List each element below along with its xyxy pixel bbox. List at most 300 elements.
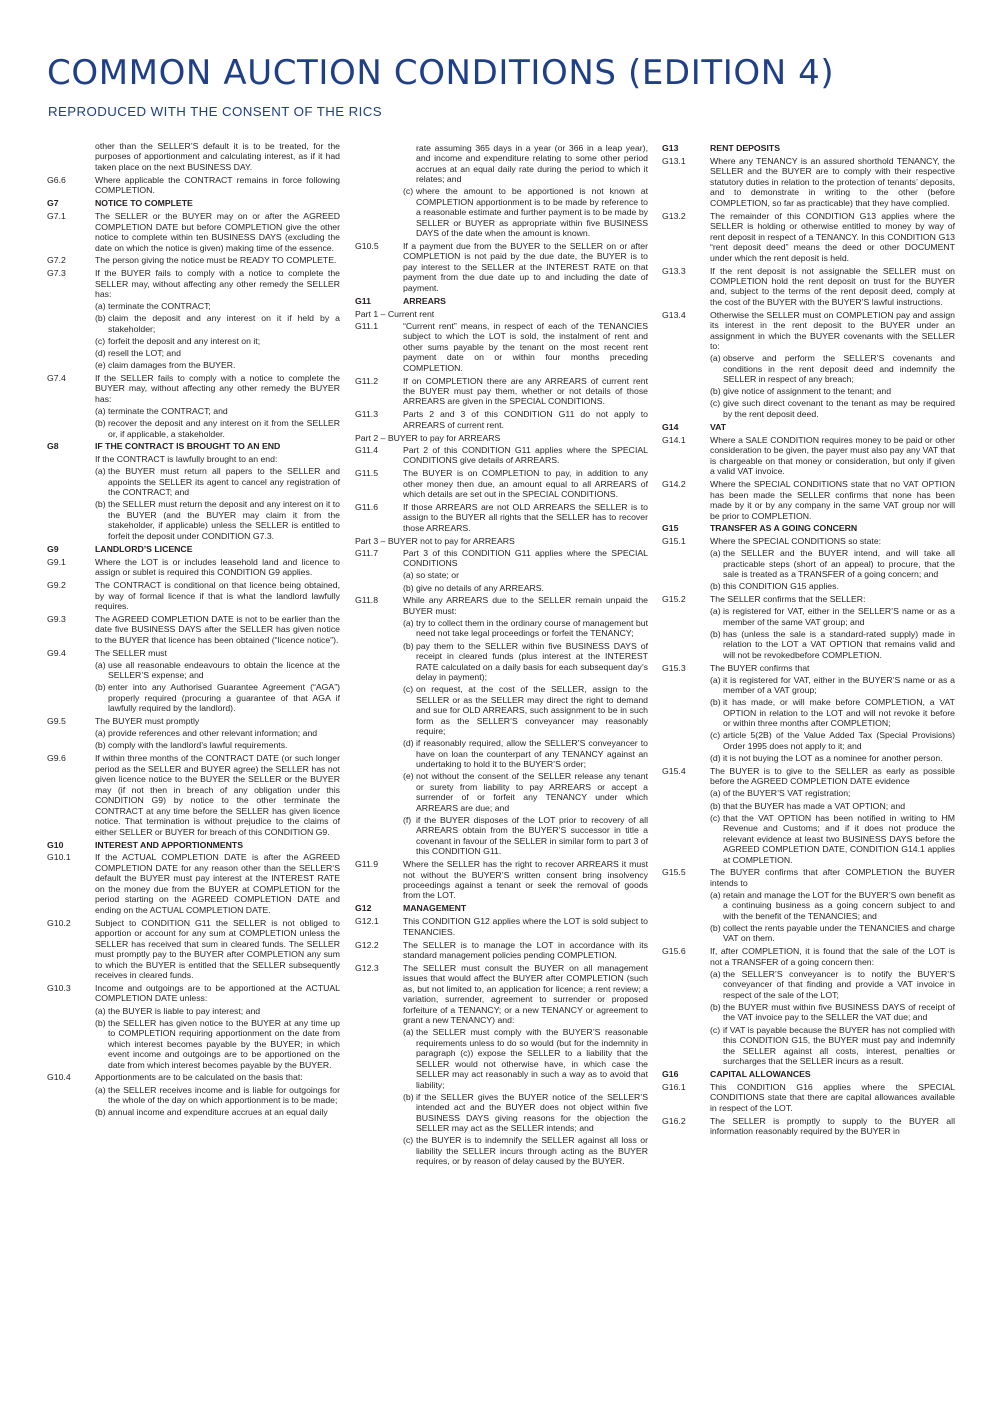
clause bbox=[662, 536, 955, 592]
clause bbox=[47, 211, 340, 253]
sub-clause bbox=[403, 618, 648, 639]
clause-body bbox=[95, 580, 340, 611]
clause-body bbox=[403, 916, 648, 937]
sub-clause bbox=[95, 406, 340, 416]
sub-clause-text: if reasonably required, allow the SELLER’S conveyancer to have on loan the counterpart of any TENANCY against an undertaking to hold it to the BUYER’S order; bbox=[416, 738, 648, 770]
clause-body bbox=[403, 296, 648, 306]
clause-body bbox=[95, 175, 340, 196]
clause bbox=[47, 580, 340, 611]
clause-text: Where applicable the CONTRACT remains in force following COMPLETION. bbox=[95, 174, 340, 196]
clause bbox=[355, 141, 648, 239]
sub-clause-letter: (c) bbox=[403, 1135, 414, 1146]
sub-clause-text: has (unless the sale is a standard-rated supply) made in relation to the LOT a VAT OPTION that remains valid and will not be revokedbefore COMPLETION. bbox=[723, 628, 955, 660]
sub-clause bbox=[403, 738, 648, 769]
clause-body bbox=[95, 852, 340, 915]
clause-body bbox=[95, 268, 340, 370]
clause-number: G15.1 bbox=[662, 536, 686, 547]
clause-number: G9.5 bbox=[47, 716, 66, 727]
sub-clause bbox=[710, 386, 955, 396]
clause-number: G12.1 bbox=[355, 916, 379, 927]
sub-clause-text: that the BUYER has made a VAT OPTION; and bbox=[723, 800, 906, 811]
sub-clause-text: the SELLER must return the deposit and any interest on it to the BUYER (and the BUYER may claim it from the stakeholder, if applicable) unless the SELLER is entitled to forfeit the deposit under CONDITION G7.3. bbox=[108, 499, 340, 541]
clause-body bbox=[710, 211, 955, 263]
sub-clause bbox=[710, 730, 955, 751]
clause-text: The SELLER must consult the BUYER on all management issues that would affect the BUYER after COMPLETION (such as, but not limited to, an application for licence; a rent review; a variation, surrender, agreement to surrender or proposed forfeiture of a TENANCY; or a new TENANCY or agreement to grant a new TENANCY) and: bbox=[403, 962, 648, 1026]
sub-clause-letter: (b) bbox=[403, 1091, 414, 1102]
clause-text: If on COMPLETION there are any ARREARS of current rent the BUYER must pay them, whether or not details of those ARREARS are given in the SPECIAL CONDITIONS. bbox=[403, 375, 648, 407]
clause-text: If the CONTRACT is lawfully brought to an end: bbox=[95, 454, 278, 465]
sub-clause-text: the SELLER and the BUYER intend, and will take all practicable steps (short of an appeal) to procure, that the sale is treated as a TRANSFER of a going concern; and bbox=[723, 548, 955, 580]
sub-clause-text: not without the consent of the SELLER release any tenant or surety from liability to pay ARREARS or accept a surrender of or forfeit any TENANCY under which ARREARS are due; and bbox=[416, 771, 648, 813]
clause bbox=[47, 614, 340, 645]
clause-number: G13 bbox=[662, 143, 679, 153]
section-heading bbox=[662, 422, 955, 432]
clause-text: “Current rent” means, in respect of each of the TENANCIES subject to which the LOT is sold, the instalment of rent and other sums payable by the tenant on the most recent rent payment date on or within four months preceding COMPLETION. bbox=[403, 320, 648, 373]
clause-number: G13.4 bbox=[662, 309, 686, 320]
clause-text: If the rent deposit is not assignable the SELLER must on COMPLETION hold the rent deposit on trust for the BUYER and, subject to the terms of the rent deposit deed, comply at the cost of the BUYER with the BUYER’S lawful instructions. bbox=[710, 265, 955, 307]
clause-body bbox=[403, 409, 648, 430]
sub-clause bbox=[710, 398, 955, 419]
clause-body bbox=[95, 1072, 340, 1117]
sub-clause-text: terminate the CONTRACT; and bbox=[108, 406, 228, 417]
sub-clause-letter bbox=[403, 143, 416, 185]
sub-clause bbox=[710, 548, 955, 579]
clause-text: If a payment due from the BUYER to the SELLER on or after COMPLETION is not paid by the due date, the BUYER is to pay interest to the SELLER at the INTEREST RATE on that payment from the due date up to and including the date of payment. bbox=[403, 240, 648, 293]
part-heading: Part 2 – BUYER to pay for ARREARS bbox=[355, 432, 501, 443]
sub-clause-text: it is not buying the LOT as a nominee for another person. bbox=[723, 752, 943, 763]
clause-number: G7.1 bbox=[47, 211, 66, 222]
clause-text: The CONTRACT is conditional on that licence being obtained, by way of formal licence if that is what the landlord lawfully requires. bbox=[95, 580, 340, 612]
clause bbox=[47, 852, 340, 915]
clause-number: G10.5 bbox=[355, 240, 379, 251]
clause-text: Where the SPECIAL CONDITIONS state that no VAT OPTION has been made the SELLER confirms that none has been made by it or by any company in the same VAT group nor will be prior to COMPLETION. bbox=[710, 479, 955, 521]
clause bbox=[47, 1072, 340, 1117]
sub-clause bbox=[403, 771, 648, 813]
clause-text: The SELLER is to manage the LOT in accordance with its standard management policies pending COMPLETION. bbox=[403, 939, 648, 961]
sub-clause-letter: (c) bbox=[403, 684, 414, 695]
sub-clause-text: the SELLER has given notice to the BUYER at any time up to COMPLETION requiring apportionment on the date from which interest becomes payable by the BUYER; in which event income and outgoings are to be apportioned on the date from which interest becomes payable by the BUYER. bbox=[108, 1017, 340, 1070]
clause bbox=[47, 373, 340, 439]
section-heading bbox=[355, 903, 648, 913]
clause-number: G9.4 bbox=[47, 647, 66, 658]
sub-clause-letter: (a) bbox=[95, 728, 106, 739]
clause bbox=[355, 321, 648, 373]
sub-clause-letter: (a) bbox=[95, 301, 106, 312]
clause-body bbox=[710, 536, 955, 592]
clause-text: If the BUYER fails to comply with a notice to complete the SELLER may, without affecting any other remedy the SELLER has: bbox=[95, 268, 340, 300]
sub-clause-text: the SELLER receives income and is liable for outgoings for the whole of the day on which apportionment is to be made; bbox=[108, 1084, 340, 1105]
sub-clause bbox=[710, 890, 955, 921]
clause-number: G10.2 bbox=[47, 917, 71, 928]
sub-clause-letter: (d) bbox=[95, 348, 106, 359]
clause-number: G12.3 bbox=[355, 962, 379, 973]
clause-body bbox=[403, 468, 648, 499]
clause-number: G11.7 bbox=[355, 547, 379, 558]
sub-clause-text: collect the rents payable under the TENANCIES and charge VAT on them. bbox=[723, 923, 955, 944]
sub-clause-letter: (b) bbox=[95, 1017, 106, 1028]
clause bbox=[662, 266, 955, 308]
clause-number: G15.6 bbox=[662, 946, 686, 957]
clause bbox=[47, 753, 340, 837]
clause-text: The SELLER is promptly to supply to the BUYER all information reasonably required by the BUYER in bbox=[710, 1115, 955, 1137]
section-title: CAPITAL ALLOWANCES bbox=[710, 1068, 811, 1079]
clause bbox=[355, 409, 648, 430]
clause-text: While any ARREARS due to the SELLER remain unpaid the BUYER must: bbox=[403, 595, 648, 616]
clause-number: G13.1 bbox=[662, 155, 686, 166]
clause-text: Otherwise the SELLER must on COMPLETION pay and assign its interest in the rent deposit to the BUYER under an assignment in which the BUYER covenants with the SELLER to: bbox=[710, 309, 955, 352]
sub-clause bbox=[710, 629, 955, 660]
sub-clause bbox=[95, 313, 340, 334]
sub-clause-text: that the VAT OPTION has been notified in writing to HM Revenue and Customs; and if it does not produce the relevant evidence at least two BUSINESS DAYS before the AGREED COMPLETION DATE, CONDITION G14.1 applies at COMPLETION. bbox=[723, 812, 955, 865]
clause-number: G9.6 bbox=[47, 753, 66, 764]
clause-number: G10.4 bbox=[47, 1072, 71, 1083]
clause-number: G11.3 bbox=[355, 409, 379, 420]
sub-clause bbox=[95, 360, 340, 370]
clause-number: G11.1 bbox=[355, 320, 379, 331]
clause-text: The BUYER is on COMPLETION to pay, in addition to any other money then due, an amount equal to all ARREARS of which details are set out in the SPECIAL CONDITIONS. bbox=[403, 468, 648, 500]
sub-clause-text: give no details of any ARREARS. bbox=[416, 582, 544, 593]
sub-clause-text: use all reasonable endeavours to obtain the licence at the SELLER’S expense; and bbox=[108, 659, 340, 681]
clause-text: The SELLER confirms that the SELLER: bbox=[710, 594, 866, 605]
clause bbox=[662, 766, 955, 865]
section-title: ARREARS bbox=[403, 295, 446, 306]
clause-number: G9 bbox=[47, 543, 59, 554]
sub-clause bbox=[710, 697, 955, 728]
sub-clause-letter: (b) bbox=[710, 386, 721, 397]
sub-clause-letter: (a) bbox=[95, 1005, 106, 1016]
clause-text: Part 2 of this CONDITION G11 applies where the SPECIAL CONDITIONS give details of ARREARS. bbox=[403, 444, 648, 466]
clause-body bbox=[403, 859, 648, 901]
clause-body bbox=[710, 156, 955, 208]
sub-clause-text: recover the deposit and any interest on it from the SELLER or, if applicable, a stakeholder. bbox=[108, 418, 340, 439]
sub-clause bbox=[710, 753, 955, 763]
clause-text: If those ARREARS are not OLD ARREARS the SELLER is to assign to the BUYER all rights that the SELLER has to recover those ARREARS. bbox=[403, 502, 648, 533]
sub-clause-letter: (a) bbox=[710, 968, 721, 979]
clause-number: G7 bbox=[47, 198, 59, 209]
sub-clause-letter: (a) bbox=[95, 406, 106, 417]
sub-clause-letter: (b) bbox=[95, 499, 106, 510]
clause bbox=[355, 595, 648, 856]
clause-number: G15.5 bbox=[662, 867, 686, 878]
clause-number: G15.3 bbox=[662, 662, 686, 673]
clause-body bbox=[403, 940, 648, 961]
section-heading bbox=[47, 198, 340, 208]
clause-text: This CONDITION G12 applies where the LOT is sold subject to TENANCIES. bbox=[403, 916, 648, 937]
clause-body bbox=[403, 321, 648, 373]
clause-text: Income and outgoings are to be apportioned at the ACTUAL COMPLETION DATE unless: bbox=[95, 982, 340, 1004]
clause-body bbox=[95, 918, 340, 981]
clause-number: G12 bbox=[355, 903, 372, 914]
sub-clause-text: of the BUYER’S VAT registration; bbox=[723, 788, 851, 799]
clause-number: G7.3 bbox=[47, 268, 66, 279]
sub-clause bbox=[95, 336, 340, 346]
clause-body bbox=[95, 557, 340, 578]
clause-number: G9.1 bbox=[47, 556, 66, 567]
clause-body bbox=[95, 648, 340, 714]
sub-clause-text: comply with the landlord’s lawful requirements. bbox=[108, 740, 288, 751]
sub-clause bbox=[403, 143, 648, 185]
text-column-2 bbox=[355, 141, 648, 1169]
clause-text: If within three months of the CONTRACT DATE (or such longer period as the SELLER and BUYER agree) the SELLER has not given licence notice to the BUYER the SELLER or the BUYER may (if not then in breach of any obligation under this CONDITION G9) by notice to the other terminate the CONTRACT at any time before the SELLER has given licence notice. That termination is without prejudice to the claims of either SELLER or BUYER for breach of this CONDITION G9. bbox=[95, 753, 340, 837]
sub-clause-letter: (f) bbox=[403, 814, 412, 825]
sub-clause-letter: (b) bbox=[710, 697, 721, 708]
clause-number: G14.1 bbox=[662, 434, 686, 445]
sub-clause bbox=[710, 788, 955, 798]
sub-clause-letter: (b) bbox=[710, 1001, 721, 1012]
clause bbox=[662, 663, 955, 764]
sub-clause-text: provide references and other relevant information; and bbox=[108, 728, 318, 739]
clause-body bbox=[403, 445, 648, 466]
section-heading bbox=[662, 523, 955, 533]
clause bbox=[47, 454, 340, 541]
sub-clause-letter: (c) bbox=[710, 398, 721, 409]
sub-clause-text: where the amount to be apportioned is not known at COMPLETION apportionment is to be made by reference to a reasonable estimate and further payment is to be made by SELLER or BUYER as appropriate within five BUSINESS DAYS of the date when the amount is known. bbox=[416, 186, 648, 239]
sub-clause bbox=[95, 1006, 340, 1016]
sub-clause-text: it has made, or will make before COMPLETION, a VAT OPTION in relation to the LOT and will not revoke it before or within three months after COMPLETION; bbox=[723, 697, 955, 729]
clause-body bbox=[403, 141, 648, 239]
section-title: IF THE CONTRACT IS BROUGHT TO AN END bbox=[95, 441, 281, 452]
clause-text: The AGREED COMPLETION DATE is not to be earlier than the date five BUSINESS DAYS after the SELLER has given notice to the BUYER that licence has been obtained (“licence notice”). bbox=[95, 613, 340, 645]
clause bbox=[47, 983, 340, 1070]
sub-clause bbox=[403, 583, 648, 593]
sub-clause-text: pay them to the SELLER within five BUSINESS DAYS of receipt in cleared funds (plus interest at the INTEREST RATE calculated on a daily basis for each subsequent day’s delay in payment); bbox=[416, 640, 648, 683]
clause-number: G16.1 bbox=[662, 1081, 686, 1092]
section-title: MANAGEMENT bbox=[403, 903, 467, 914]
clause bbox=[355, 502, 648, 533]
section-title: TRANSFER AS A GOING CONCERN bbox=[710, 523, 858, 534]
sub-clause-letter: (a) bbox=[710, 674, 721, 685]
sub-clause bbox=[403, 1135, 648, 1166]
sub-clause-text: give such direct covenant to the tenant as may be required by the rent deposit deed. bbox=[723, 398, 955, 419]
part-heading: Part 1 – Current rent bbox=[355, 308, 435, 319]
clause-text: The SELLER must bbox=[95, 647, 167, 658]
sub-clause-letter: (b) bbox=[403, 640, 414, 651]
sub-clause-text: enter into any Authorised Guarantee Agreement (“AGA”) properly required (procuring a guarantee of that AGA if lawfully required by the landlord). bbox=[108, 682, 340, 714]
sub-clause-text: on request, at the cost of the SELLER, assign to the SELLER or as the SELLER may direct the right to demand and sue for OLD ARREARS, such assignment to be in such form as the SELLER’S conveyancer may reasonably require; bbox=[416, 684, 648, 737]
clause-body bbox=[710, 766, 955, 865]
sub-clause-letter: (b) bbox=[710, 800, 721, 811]
clause-number: G11.6 bbox=[355, 502, 379, 512]
clause-number: G11 bbox=[355, 295, 371, 306]
clause-text: The remainder of this CONDITION G13 applies where the SELLER is holding or otherwise entitled to money by way of rent deposit in respect of a TENANCY. In this CONDITION G13 “rent deposit deed” means the deed or other DOCUMENT under which the rent deposit is held. bbox=[710, 210, 955, 263]
clause-body bbox=[403, 241, 648, 293]
sub-clause-text: give notice of assignment to the tenant; and bbox=[723, 386, 892, 397]
sub-clause-letter: (b) bbox=[710, 581, 721, 592]
clause-text: The BUYER must promptly bbox=[95, 716, 200, 727]
clause bbox=[662, 435, 955, 477]
sub-clause bbox=[95, 682, 340, 713]
clause-text: Subject to CONDITION G11 the SELLER is not obliged to apportion or account for any sum at COMPLETION unless the SELLER has received that sum in cleared funds. The SELLER must promptly pay to the BUYER after COMPLETION any sum to which the BUYER is entitled that the SELLER subsequently receives in cleared funds. bbox=[95, 917, 340, 981]
sub-clause-text: annual income and expenditure accrues at an equal daily bbox=[108, 1107, 328, 1118]
sub-clause bbox=[403, 641, 648, 683]
clause bbox=[47, 141, 340, 172]
clause-text: The SELLER or the BUYER may on or after the AGREED COMPLETION DATE but before COMPLETION give the other notice to complete within ten BUSINESS DAYS (excluding the date on which the notice is given) making time of the essence. bbox=[95, 211, 340, 253]
sub-clause bbox=[95, 348, 340, 358]
clause-number: G10.3 bbox=[47, 982, 71, 993]
clause-text: Where the SPECIAL CONDITIONS so state: bbox=[710, 536, 882, 547]
clause-text: The BUYER confirms that after COMPLETION the BUYER intends to bbox=[710, 867, 955, 888]
sub-clause-letter: (c) bbox=[710, 812, 721, 823]
clause-body bbox=[710, 422, 955, 432]
sub-clause-text: article 5(2B) of the Value Added Tax (Special Provisions) Order 1995 does not apply to it; and bbox=[723, 730, 955, 751]
clause-body bbox=[95, 716, 340, 751]
clause-number: G15.2 bbox=[662, 594, 686, 605]
sub-clause-text: if the BUYER disposes of the LOT prior to recovery of all ARREARS obtain from the BUYER’S successor in title a covenant in favour of the SELLER in similar form to part 3 of this CONDITION G11. bbox=[416, 814, 648, 857]
clause bbox=[662, 1082, 955, 1113]
clause-text: If the ACTUAL COMPLETION DATE is after the AGREED COMPLETION DATE for any reason other than the SELLER’S default the BUYER must pay interest at the INTEREST RATE on the money due from the BUYER at COMPLETION for the period starting on the AGREED COMPLETION DATE and ending on the ACTUAL COMPLETION DATE. bbox=[95, 852, 340, 915]
text-column-3 bbox=[662, 141, 955, 1139]
sub-clause-letter: (a) bbox=[710, 353, 721, 364]
sub-clause-letter: (c) bbox=[710, 730, 721, 741]
clause-body bbox=[95, 211, 340, 253]
text-column-1 bbox=[47, 141, 340, 1120]
sub-clause bbox=[95, 1018, 340, 1070]
sub-clause bbox=[403, 1092, 648, 1134]
sub-clause-letter: (a) bbox=[710, 548, 721, 559]
part-heading: Part 3 – BUYER not to pay for ARREARS bbox=[355, 535, 515, 546]
sub-clause-text: if VAT is payable because the BUYER has not complied with this CONDITION G15, the BUYER must pay and indemnify the SELLER against all costs, interest, penalties or surcharges that the SELLER incurs as a result. bbox=[723, 1024, 955, 1066]
sub-clause bbox=[710, 581, 955, 591]
clause-text: Part 3 of this CONDITION G11 applies where the SPECIAL CONDITIONS bbox=[403, 547, 648, 569]
sub-clause bbox=[710, 1025, 955, 1067]
sub-clause bbox=[95, 418, 340, 439]
clause-number: G11.9 bbox=[355, 859, 379, 870]
clause bbox=[662, 211, 955, 263]
section-heading bbox=[47, 840, 340, 850]
sub-clause bbox=[95, 1085, 340, 1106]
section-heading bbox=[662, 1069, 955, 1079]
sub-clause-letter: (b) bbox=[95, 682, 106, 693]
sub-clause-text: is registered for VAT, either in the SELLER’S name or as a member of the same VAT group; and bbox=[723, 606, 955, 627]
sub-clause-letter: (d) bbox=[403, 738, 414, 749]
sub-clause-letter: (a) bbox=[710, 606, 721, 617]
clause-number: G6.6 bbox=[47, 174, 66, 185]
sub-clause-letter: (a) bbox=[403, 618, 414, 628]
sub-clause-letter: (e) bbox=[403, 771, 414, 782]
sub-clause bbox=[95, 466, 340, 497]
clause-body bbox=[710, 594, 955, 660]
sub-clause-letter: (a) bbox=[403, 1027, 414, 1038]
clause bbox=[355, 859, 648, 901]
clause bbox=[355, 468, 648, 499]
clause-number: G9.3 bbox=[47, 613, 66, 624]
clause-body bbox=[710, 1069, 955, 1079]
clause bbox=[662, 156, 955, 208]
sub-clause-letter: (a) bbox=[95, 1084, 106, 1095]
sub-clause-letter: (b) bbox=[95, 740, 106, 751]
clause-number: G11.8 bbox=[355, 595, 379, 606]
sub-clause-text: so state; or bbox=[416, 570, 459, 581]
sub-clause-text: the SELLER must comply with the BUYER’S reasonable requirements unless to do so would (but for the indemnity in paragraph (c)) expose the SELLER to a liability that the SELLER would not otherwise have, in which case the SELLER may act reasonably in such a way as to avoid that liability; bbox=[416, 1027, 648, 1090]
clause bbox=[47, 716, 340, 751]
page-subtitle: REPRODUCED WITH THE CONSENT OF THE RICS bbox=[48, 104, 383, 119]
sub-clause bbox=[710, 1002, 955, 1023]
clause bbox=[662, 946, 955, 1066]
sub-clause-letter: (a) bbox=[95, 659, 106, 670]
clause-text: The BUYER is to give to the SELLER as early as possible before the AGREED COMPLETION DATE evidence bbox=[710, 765, 955, 787]
clause-text: Where any TENANCY is an assured shorthold TENANCY, the SELLER and the BUYER are to comply with their respective statutory duties in relation to the protection of tenants’ deposits, and to demonstrate in writing to the other (before COMPLETION, so far as practicable) that they have complied. bbox=[710, 155, 955, 208]
sub-clause bbox=[95, 499, 340, 541]
clause bbox=[47, 557, 340, 578]
clause-number: G7.2 bbox=[47, 255, 66, 266]
clause bbox=[47, 268, 340, 370]
clause bbox=[355, 916, 648, 937]
clause-body bbox=[403, 595, 648, 856]
clause-number: G11.2 bbox=[355, 375, 379, 386]
sub-clause bbox=[710, 606, 955, 627]
sub-clause-text: retain and manage the LOT for the BUYER’S own benefit as a continuing business as a going concern subject to and with the benefit of the TENANCIES; and bbox=[723, 889, 955, 921]
sub-clause-text: the SELLER’S conveyancer is to notify the BUYER’S conveyancer of that finding and provide a VAT invoice in respect of the sale of the LOT; bbox=[723, 968, 955, 1000]
clause bbox=[47, 255, 340, 265]
clause-text: The person giving the notice must be READY TO COMPLETE. bbox=[95, 255, 337, 266]
clause-body bbox=[403, 502, 648, 533]
sub-clause bbox=[95, 660, 340, 681]
clause bbox=[662, 1116, 955, 1137]
clause-text: Apportionments are to be calculated on the basis that: bbox=[95, 1072, 303, 1083]
sub-clause-letter: (b) bbox=[403, 582, 414, 593]
clause bbox=[355, 376, 648, 407]
sub-clause-letter: (c) bbox=[95, 335, 106, 346]
clause bbox=[47, 175, 340, 196]
sub-clause-text: this CONDITION G15 applies. bbox=[723, 581, 839, 592]
sub-clause-letter: (e) bbox=[95, 360, 106, 371]
sub-clause-text: the BUYER is to indemnify the SELLER against all loss or liability the SELLER incurs through acting as the BUYER requires, or by reason of delay caused by the BUYER. bbox=[416, 1135, 648, 1167]
sub-clause-letter: (b) bbox=[95, 313, 106, 324]
sub-clause bbox=[710, 969, 955, 1000]
sub-clause bbox=[403, 684, 648, 736]
sub-clause-text: the BUYER is liable to pay interest; and bbox=[108, 1005, 261, 1016]
section-title: RENT DEPOSITS bbox=[710, 143, 780, 153]
clause-text: Where the SELLER has the right to recover ARREARS it must not without the BUYER’S written consent bring insolvency proceedings against a tenant or seek the removal of goods from the LOT. bbox=[403, 859, 648, 901]
clause-number: G10 bbox=[47, 839, 64, 850]
clause-number: G16.2 bbox=[662, 1115, 686, 1126]
clause bbox=[355, 548, 648, 593]
clause-body bbox=[95, 983, 340, 1070]
sub-clause-letter: (b) bbox=[710, 628, 721, 639]
clause-body bbox=[710, 479, 955, 521]
section-heading bbox=[47, 441, 340, 451]
clause-body bbox=[710, 310, 955, 420]
clause-body bbox=[95, 454, 340, 541]
clause-text: Parts 2 and 3 of this CONDITION G11 do not apply to ARREARS of current rent. bbox=[403, 409, 648, 430]
clause bbox=[355, 940, 648, 961]
clause-number: G10.1 bbox=[47, 852, 71, 863]
sub-clause-text: the BUYER must return all papers to the SELLER and appoints the SELLER its agent to cancel any registration of the CONTRACT; and bbox=[108, 466, 340, 498]
sub-clause-text: claim damages from the BUYER. bbox=[108, 360, 236, 371]
clause-number: G12.2 bbox=[355, 939, 379, 950]
clause-body bbox=[710, 435, 955, 477]
clause-body bbox=[95, 544, 340, 554]
section-heading bbox=[47, 544, 340, 554]
clause-body bbox=[95, 753, 340, 837]
clause-number: G14 bbox=[662, 421, 679, 432]
clause-text: If the SELLER fails to comply with a notice to complete the BUYER may, without affecting any other remedy the BUYER has: bbox=[95, 373, 340, 404]
sub-clause-text: claim the deposit and any interest on it if held by a stakeholder; bbox=[108, 313, 340, 334]
clause bbox=[662, 310, 955, 420]
clause-number: G8 bbox=[47, 441, 59, 452]
clause-text: If, after COMPLETION, it is found that the sale of the LOT is not a TRANSFER of a going concern then: bbox=[710, 946, 955, 967]
sub-clause-text: the BUYER must within five BUSINESS DAYS of receipt of the VAT invoice pay to the SELLER the VAT due; and bbox=[723, 1001, 955, 1023]
section-heading bbox=[355, 296, 648, 306]
sub-clause bbox=[403, 570, 648, 580]
sub-clause-letter: (d) bbox=[710, 752, 721, 763]
sub-clause-text: rate assuming 365 days in a year (or 366 in a leap year), and income and expenditure relating to some other period accrues at an equal daily rate during the period to which it relates; and bbox=[416, 142, 648, 185]
clause-text: This CONDITION G16 applies where the SPECIAL CONDITIONS state that there are capital allowances available in respect of the LOT. bbox=[710, 1081, 955, 1113]
clause-body bbox=[710, 867, 955, 944]
sub-clause-letter: (a) bbox=[710, 788, 721, 799]
sub-clause bbox=[95, 1107, 340, 1117]
sub-clause bbox=[95, 728, 340, 738]
